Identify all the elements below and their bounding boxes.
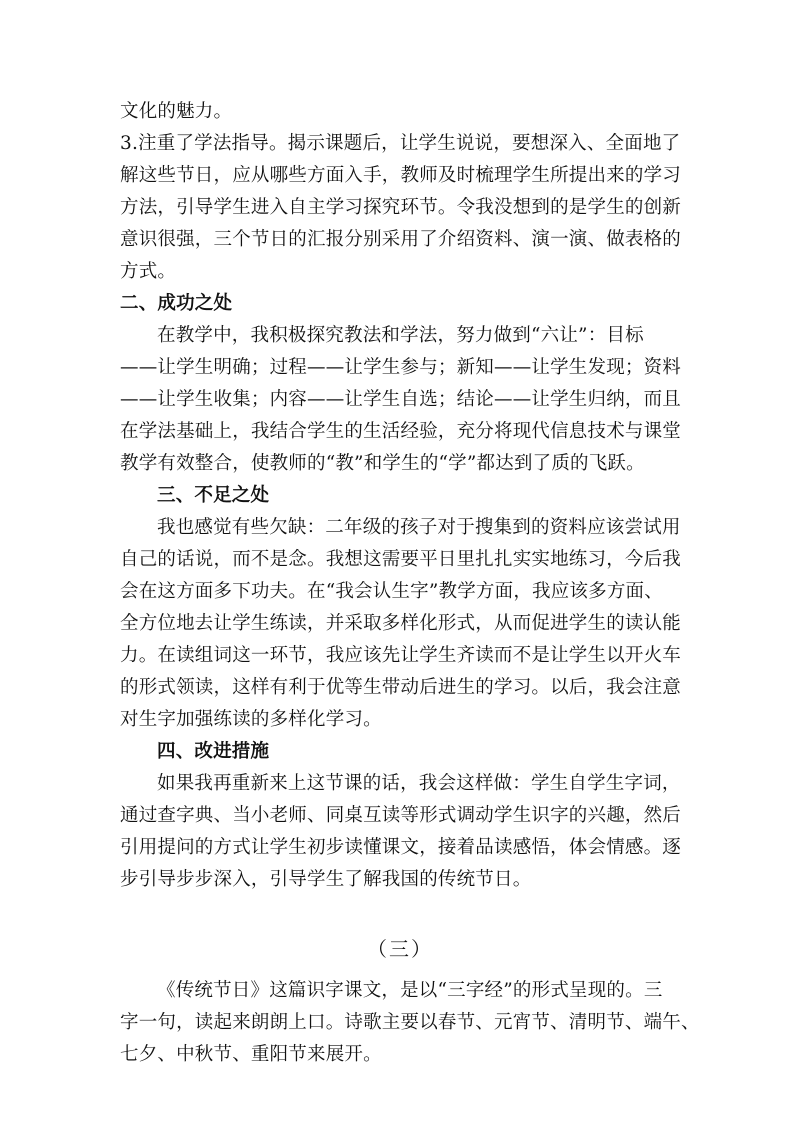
paragraph-line: 引用提问的方式让学生初步读懂课文，接着品读感悟，体会情感。逐 xyxy=(120,837,682,858)
paragraph-line: 文化的魅力。 xyxy=(120,101,233,122)
paragraph-line: 自己的话说，而不是念。我想这需要平日里扎扎实实地练习，今后我 xyxy=(120,549,682,570)
paragraph-line: 在教学中，我积极探究教法和学法，努力做到“六让”：目标 xyxy=(157,325,644,346)
paragraph-line: 《传统节日》这篇识字课文，是以“三字经”的形式呈现的。三 xyxy=(157,980,663,1001)
paragraph-line: 在学法基础上，我结合学生的生活经验，充分将现代信息技术与课堂 xyxy=(120,421,682,442)
paragraph-line: 如果我再重新来上这节课的话，我会这样做：学生自学生字词， xyxy=(157,773,681,794)
paragraph-line: 教学有效整合，使教师的“教”和学生的“学”都达到了质的飞跃。 xyxy=(120,453,645,474)
paragraph-line: 解这些节日，应从哪些方面入手，教师及时梳理学生所提出来的学习 xyxy=(120,165,682,186)
section-gap xyxy=(120,896,680,929)
section-heading-shortcomings: 三、不足之处 xyxy=(157,485,270,506)
paragraph-line: 意识很强，三个节日的汇报分别采用了介绍资料、演一演、做表格的 xyxy=(120,229,682,250)
paragraph-line: 方法，引导学生进入自主学习探究环节。令我没想到的是学生的创新 xyxy=(120,197,682,218)
paragraph-line: 全方位地去让学生练读，并采取多样化形式，从而促进学生的读认能 xyxy=(120,613,682,634)
paragraph-line: 字一句，读起来朗朗上口。诗歌主要以春节、元宵节、清明节、端午、 xyxy=(120,1012,700,1033)
section-heading-success: 二、成功之处 xyxy=(120,293,233,314)
section-heading-improvements: 四、改进措施 xyxy=(157,741,270,762)
paragraph-line: ——让学生明确；过程——让学生参与；新知——让学生发现；资料 xyxy=(120,357,682,378)
section-title: （三） xyxy=(367,937,433,961)
paragraph-line: 对生字加强练读的多样化学习。 xyxy=(120,709,382,730)
paragraph-line: ——让学生收集；内容——让学生自选；结论——让学生归纳，而且 xyxy=(120,389,682,410)
paragraph-line: 通过查字典、当小老师、同桌互读等形式调动学生识字的兴趣，然后 xyxy=(120,805,682,826)
paragraph-line: 七夕、中秋节、重阳节来展开。 xyxy=(120,1044,382,1065)
paragraph-line: 会在这方面多下功夫。在“我会认生字”教学方面，我应该多方面、 xyxy=(120,581,663,602)
paragraph-line: 方式。 xyxy=(120,261,177,282)
paragraph-line: 步引导步步深入，引导学生了解我国的传统节日。 xyxy=(120,869,532,890)
paragraph-line: 我也感觉有些欠缺：二年级的孩子对于搜集到的资料应该尝试用 xyxy=(157,517,681,538)
paragraph-line: 3.注重了学法指导。揭示课题后，让学生说说，要想深入、全面地了 xyxy=(120,133,681,154)
paragraph-line: 力。在读组词这一环节，我应该先让学生齐读而不是让学生以开火车 xyxy=(120,645,682,666)
paragraph-line: 的形式领读，这样有利于优等生带动后进生的学习。以后，我会注意 xyxy=(120,677,682,698)
document-page xyxy=(120,96,700,1071)
